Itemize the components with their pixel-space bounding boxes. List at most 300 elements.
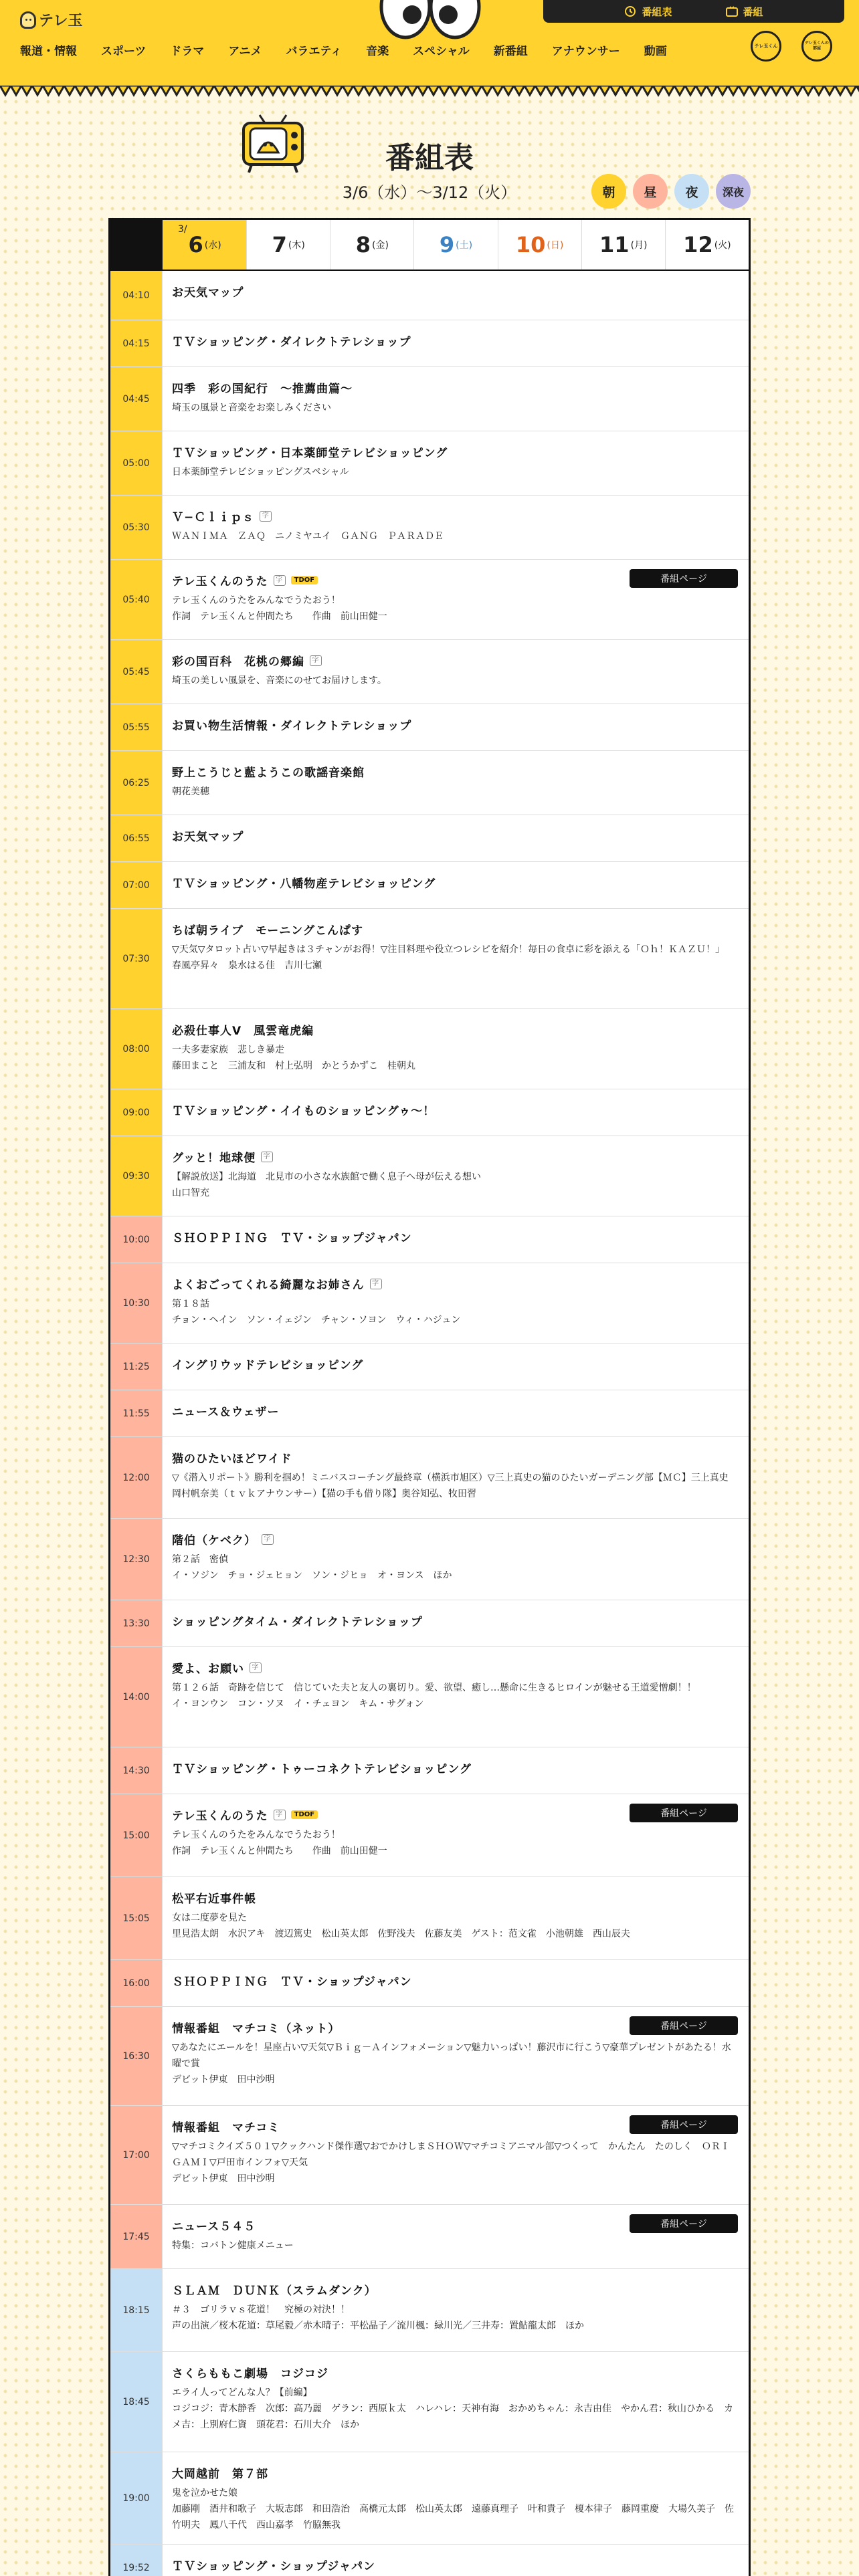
program-title[interactable] (172, 652, 738, 669)
program-info (163, 704, 749, 750)
program-description (172, 1470, 738, 1502)
program-info (163, 320, 749, 366)
program-row[interactable] (110, 1009, 749, 1089)
program-time: 04:15 (110, 320, 163, 366)
topbar-schedule-link[interactable] (624, 5, 672, 19)
program-description (172, 1680, 738, 1712)
program-time: 07:00 (110, 862, 163, 908)
program-time: 08:00 (110, 1009, 163, 1089)
timezone-noon-button[interactable] (633, 174, 668, 209)
program-time: 06:55 (110, 815, 163, 861)
nav-item-special[interactable]: スペシャル (413, 45, 470, 58)
program-row[interactable] (110, 1877, 749, 1960)
program-title-text: ＴＶショッピング・八幡物産テレビショッピング (172, 877, 436, 891)
program-row[interactable] (110, 1136, 749, 1216)
program-description (172, 593, 738, 625)
program-row[interactable] (110, 1600, 749, 1647)
program-title[interactable] (172, 1889, 738, 1906)
program-time: 09:00 (110, 1089, 163, 1136)
program-page-button[interactable]: 番組ページ (630, 569, 738, 588)
program-title-text: ＴＶショッピング・イイものショッピングゥ〜！ (172, 1105, 436, 1118)
program-row[interactable] (110, 2452, 749, 2545)
program-title-text: ショッピングタイム・ダイレクトテレショップ (172, 1616, 423, 1629)
program-row[interactable] (110, 1960, 749, 2007)
program-description-line: 第１８話 (172, 1299, 209, 1309)
program-title[interactable] (172, 2557, 738, 2573)
program-description (172, 2238, 738, 2254)
day-number: 7 (272, 232, 287, 257)
grid-corner (110, 220, 163, 270)
program-description (172, 1910, 738, 1942)
program-time: 18:45 (110, 2352, 163, 2452)
program-description-line: 春風亭昇々 泉水はる佳 吉川七瀬 (172, 960, 322, 971)
program-title-text: さくらももこ劇場 コジコジ (172, 2367, 328, 2381)
header-zigzag-edge (0, 86, 859, 98)
timezone-latenight-label: 深夜 (722, 185, 744, 199)
program-title-text: 情報番組 マチコミ（ネット） (172, 2022, 341, 2036)
program-row[interactable] (110, 2205, 749, 2269)
program-description-line: ▽《潜入リポート》勝利を掴め！ミニバスコーチング最終章（横浜市旭区）▽三上真史の猫のひたいガーデニング部【ＭＣ】三上真史 岡村帆奈美（ｔｖｋアナウンサー）【猫の手も借り隊】奥谷知弘、牧田習 (172, 1473, 738, 1499)
title-area (0, 107, 859, 207)
program-page-button[interactable]: 番組ページ (630, 2214, 738, 2233)
subtitle-badge: 字 (260, 511, 272, 522)
program-description (172, 464, 738, 480)
program-title-text: ＳＨＯＰＰＩＮＧ ＴＶ・ショップジャパン (172, 1232, 412, 1245)
subtitle-badge: 字 (370, 1279, 382, 1289)
day-tab[interactable] (581, 220, 665, 270)
mascot-room-link-label: テレ玉くんの部屋 (805, 41, 829, 51)
program-time: 19:00 (110, 2452, 163, 2544)
program-row[interactable] (110, 2269, 749, 2352)
timezone-latenight-button[interactable] (716, 174, 751, 209)
program-title-text: 階伯（ケベク） (172, 1534, 256, 1547)
program-title[interactable] (172, 1759, 738, 1776)
program-description-line: 加藤剛 酒井和歌子 大坂志郎 和田浩治 高橋元太郎 松山英太郎 遠藤真理子 叶和貴子 榎本律子 藤岡重慶 大場久美子 佐竹明夫 鳳八千代 西山嘉孝 竹脇無我 (172, 2504, 734, 2531)
program-description (172, 942, 738, 974)
program-row[interactable] (110, 1747, 749, 1794)
program-time: 05:00 (110, 431, 163, 495)
program-title-text: テレ玉くんのうた (172, 575, 268, 588)
program-row[interactable] (110, 815, 749, 862)
program-description-line: 【解説放送】北海道 北見市の小さな水族館で働く息子へ母が伝える想い (172, 1172, 481, 1182)
program-description-line: 埼玉の風景と音楽をお楽しみください (172, 403, 331, 413)
tv-icon (726, 6, 738, 17)
program-title[interactable] (172, 1531, 738, 1547)
nav-mascot-links (751, 31, 832, 62)
program-description (172, 528, 738, 544)
day-tab[interactable] (163, 220, 246, 270)
program-title-text: ＳＬＡＭ ＤＵＮＫ（スラムダンク） (172, 2284, 377, 2298)
tdof-badge: TDOF (291, 576, 318, 584)
program-description (172, 2139, 738, 2187)
nav-item-news[interactable]: 報道・情報 (20, 45, 77, 58)
program-description (172, 673, 738, 689)
program-row[interactable] (110, 909, 749, 1009)
program-time: 16:30 (110, 2007, 163, 2105)
program-title[interactable] (172, 1449, 738, 1466)
program-description-line: 作詞 テレ玉くんと仲間たち 作曲 前山田健一 (172, 1846, 387, 1856)
program-row[interactable] (110, 1390, 749, 1437)
program-description (172, 1551, 738, 1584)
program-title[interactable] (172, 1148, 738, 1165)
day-number: 6 (188, 232, 203, 257)
program-info (163, 496, 749, 559)
program-info (163, 1600, 749, 1646)
program-title[interactable] (172, 716, 738, 733)
program-info (163, 751, 749, 815)
date-range: 3/6（水）〜3/12（火） (342, 183, 517, 202)
program-description-line: 里見浩太朗 水沢アキ 渡辺篤史 松山英太郎 佐野浅夫 佐藤友美 ゲスト：范文雀 小池朝雄 西山辰夫 (172, 1929, 630, 1939)
day-number: 10 (515, 232, 546, 257)
program-description-line: ＷＡＮＩＭＡ ＺＡＱ ニノミヤユイ ＧＡＮＧ ＰＡＲＡＤＥ (172, 531, 444, 542)
program-description (172, 2485, 738, 2533)
program-time: 11:55 (110, 1390, 163, 1436)
program-time: 11:25 (110, 1344, 163, 1390)
program-title[interactable] (172, 2464, 738, 2481)
program-page-button[interactable]: 番組ページ (630, 2016, 738, 2035)
timezone-morning-button[interactable] (591, 174, 626, 209)
nav-item-drama[interactable]: ドラマ (170, 45, 205, 58)
program-description-line: 女は二度夢を見た (172, 1913, 247, 1923)
program-info (163, 1344, 749, 1390)
day-tabs (110, 220, 749, 271)
program-info (163, 1216, 749, 1263)
program-info (163, 2545, 749, 2576)
program-title-text: ニュース＆ウェザー (172, 1406, 280, 1419)
program-info (163, 1519, 749, 1600)
program-description-line: ▽天気▽タロット占い▽早起きは３チャンがお得！▽注目料理や役立つレシピを紹介！毎日の食卓に彩を添える「Ｏｈ！ＫＡＺＵ！」 (172, 944, 725, 955)
program-title[interactable] (172, 443, 738, 460)
program-row[interactable] (110, 431, 749, 496)
day-tab[interactable] (246, 220, 330, 270)
timezone-morning-label: 朝 (602, 185, 615, 200)
program-info (163, 2452, 749, 2544)
program-time: 17:45 (110, 2205, 163, 2268)
nav-item-new-programs[interactable]: 新番組 (493, 45, 528, 58)
program-title-text: Ｖ−Ｃｌｉｐｓ (172, 511, 255, 524)
program-info (163, 640, 749, 704)
program-title-text: お天気マップ (172, 286, 244, 300)
day-of-week: (火) (714, 240, 731, 251)
program-description (172, 400, 738, 416)
topbar-schedule-label: 番組表 (642, 5, 672, 18)
program-title-text: ニュース５４５ (172, 2220, 256, 2234)
program-description (172, 2385, 738, 2433)
program-title[interactable] (172, 1228, 738, 1245)
program-row[interactable] (110, 367, 749, 431)
program-row[interactable] (110, 320, 749, 367)
program-title-text: 四季 彩の国紀行 〜推薦曲篇〜 (172, 383, 353, 396)
program-description-line: 朝花美穂 (172, 786, 209, 797)
program-title[interactable] (172, 2364, 738, 2381)
program-row[interactable] (110, 496, 749, 560)
tdof-badge: TDOF (291, 1810, 318, 1819)
program-title[interactable] (172, 921, 738, 938)
program-info (163, 2007, 749, 2105)
program-time: 04:45 (110, 367, 163, 431)
program-time: 07:30 (110, 909, 163, 1008)
program-description-line: 鬼を泣かせた娘 (172, 2488, 237, 2498)
program-row[interactable] (110, 1519, 749, 1600)
program-info (163, 1390, 749, 1436)
program-info (163, 1263, 749, 1343)
day-tab[interactable] (330, 220, 413, 270)
page-title: 番組表 (385, 141, 474, 175)
program-info (163, 862, 749, 908)
program-title[interactable] (172, 874, 738, 891)
program-description-line: エライ人ってどんな人？【前編】 (172, 2387, 312, 2398)
program-title-text: 必殺仕事人Ⅴ 風雲竜虎編 (172, 1025, 314, 1038)
top-utility-bar (543, 0, 844, 23)
program-row[interactable] (110, 2545, 749, 2576)
program-info (163, 1647, 749, 1747)
day-of-week: (土) (456, 240, 473, 251)
day-of-week: (水) (204, 240, 221, 251)
day-number: 8 (355, 232, 371, 257)
program-title-text: テレ玉くんのうた (172, 1810, 268, 1823)
program-info (163, 909, 749, 1008)
program-description-line: イ・ヨンウン コン・ソヌ イ・チェヨン キム・サグォン (172, 1699, 424, 1709)
program-row[interactable] (110, 2352, 749, 2452)
program-time: 05:45 (110, 640, 163, 704)
program-title-text: お天気マップ (172, 831, 244, 844)
program-info (163, 1747, 749, 1794)
subtitle-badge: 字 (310, 655, 322, 666)
program-row[interactable] (110, 862, 749, 909)
program-description-line: 第１２６話 奇跡を信じて 信じていた夫と友人の裏切り。愛、欲望、癒し…懸命に生きるヒロインが魅せる王道愛憎劇！！ (172, 1683, 696, 1693)
program-row[interactable] (110, 1437, 749, 1519)
program-title-text: 彩の国百科 花桃の郷編 (172, 655, 304, 669)
program-title-text: お買い物生活情報・ダイレクトテレショップ (172, 720, 412, 733)
program-title[interactable] (172, 379, 738, 396)
program-description-line: 日本薬師堂テレビショッピングスペシャル (172, 467, 349, 477)
program-time: 10:30 (110, 1263, 163, 1343)
program-title-text: 野上こうじと藍ようこの歌謡音楽館 (172, 766, 365, 780)
program-description-line: 特集：コバトン健康メニュー (172, 2240, 294, 2251)
program-description (172, 2040, 738, 2088)
nav-item-music[interactable]: 音楽 (366, 45, 389, 58)
site-logo[interactable] (20, 9, 83, 30)
program-title[interactable] (172, 1612, 738, 1629)
nav-item-sports[interactable]: スポーツ (101, 45, 147, 58)
program-time: 12:00 (110, 1437, 163, 1518)
program-title-text: ＴＶショッピング・ショップジャパン (172, 2560, 375, 2573)
program-time: 15:05 (110, 1877, 163, 1959)
program-info (163, 2269, 749, 2351)
program-row[interactable] (110, 1089, 749, 1136)
program-row[interactable] (110, 1344, 749, 1390)
program-title-text: ＴＶショッピング・トゥーコネクトテレビショッピング (172, 1763, 472, 1776)
program-time: 06:25 (110, 751, 163, 815)
program-grid (108, 218, 751, 2576)
program-description (172, 1827, 738, 1859)
program-title-text: よくおごってくれる綺麗なお姉さん (172, 1279, 365, 1292)
logo-text: テレ玉 (39, 13, 83, 29)
program-title-text: ちば朝ライブ モーニングこんぱす (172, 924, 363, 938)
program-description-line: コジコジ：青木静香 次郎：高乃麗 ゲラン：西原ｋ太 ハレハレ：天神有海 おかめちゃん：永吉由佳 やかん君：秋山ひかる カメ吉：上別府仁資 頭花君：石川大介 ほか (172, 2403, 734, 2430)
day-of-week: (日) (547, 240, 564, 251)
program-info (163, 367, 749, 431)
program-row[interactable] (110, 2106, 749, 2205)
program-title[interactable] (172, 1972, 738, 1989)
program-description (172, 2302, 738, 2334)
nav-item-announcers[interactable]: アナウンサー (551, 45, 620, 58)
program-title[interactable] (172, 1402, 738, 1419)
mascot-eyes-icon (379, 0, 482, 40)
program-row[interactable] (110, 1216, 749, 1263)
program-row[interactable] (110, 560, 749, 640)
day-number: 12 (683, 232, 713, 257)
topbar-programs-label: 番組 (743, 5, 763, 18)
program-page-button[interactable]: 番組ページ (630, 2115, 738, 2134)
program-title-text: 情報番組 マチコミ (172, 2121, 280, 2135)
program-time: 14:30 (110, 1747, 163, 1794)
program-title-text: イングリウッドテレビショッピング (172, 1359, 364, 1372)
day-of-week: (金) (372, 240, 389, 251)
program-time: 12:30 (110, 1519, 163, 1600)
program-time: 17:00 (110, 2106, 163, 2204)
program-title-text: ＴＶショッピング・日本薬師堂テレビショッピング (172, 447, 448, 460)
program-row[interactable] (110, 1647, 749, 1747)
program-info (163, 431, 749, 495)
program-row[interactable] (110, 271, 749, 320)
program-title[interactable] (172, 1275, 738, 1292)
mascot-link-icon[interactable] (751, 31, 781, 62)
program-time: 14:00 (110, 1647, 163, 1747)
program-title-text: グッと！地球便 (172, 1152, 256, 1165)
program-description-line: デビット伊東 田中沙明 (172, 2074, 275, 2085)
program-description-line: テレ玉くんのうたをみんなでうたおう！ (172, 1830, 341, 1840)
program-description-line: デビット伊東 田中沙明 (172, 2173, 275, 2184)
program-title[interactable] (172, 332, 738, 349)
program-info (163, 1009, 749, 1089)
subtitle-badge: 字 (274, 575, 286, 586)
subtitle-badge: 字 (250, 1662, 262, 1673)
program-time: 18:15 (110, 2269, 163, 2351)
program-info (163, 271, 749, 320)
topbar-programs-link[interactable] (726, 5, 763, 19)
program-time: 05:40 (110, 560, 163, 639)
program-title[interactable] (172, 1659, 738, 1676)
program-time: 04:10 (110, 271, 163, 320)
timezone-noon-label: 昼 (644, 185, 657, 200)
day-tab[interactable] (413, 220, 497, 270)
day-number: 11 (599, 232, 630, 257)
day-month: 3/ (178, 224, 187, 235)
program-info (163, 1877, 749, 1959)
day-of-week: (月) (630, 240, 648, 251)
timezone-evening-label: 夜 (685, 185, 698, 200)
program-time: 10:00 (110, 1216, 163, 1263)
program-title-text: 大岡越前 第７部 (172, 2468, 268, 2481)
program-description (172, 784, 738, 800)
program-description-line: 作詞 テレ玉くんと仲間たち 作曲 前山田健一 (172, 611, 387, 622)
program-page-button[interactable]: 番組ページ (630, 1804, 738, 1822)
day-of-week: (木) (288, 240, 305, 251)
timezone-evening-button[interactable] (674, 174, 709, 209)
program-title[interactable] (172, 1356, 738, 1372)
program-title[interactable] (172, 1021, 738, 1038)
program-row[interactable] (110, 704, 749, 751)
mascot-link-label: テレ玉くん (754, 43, 778, 49)
site-header (0, 0, 859, 87)
program-description (172, 1296, 738, 1328)
program-title-text: ＳＨＯＰＰＩＮＧ ＴＶ・ショップジャパン (172, 1975, 412, 1989)
nav-item-variety[interactable]: バラエティ (286, 45, 343, 58)
program-description (172, 1042, 738, 1074)
program-description-line: 藤田まこと 三浦友和 村上弘明 かとうかずこ 桂朝丸 (172, 1061, 415, 1071)
program-info (163, 2205, 749, 2268)
program-title-text: 松平右近事件帳 (172, 1893, 256, 1906)
program-info (163, 2106, 749, 2204)
program-description-line: 山口智充 (172, 1188, 209, 1198)
program-row[interactable] (110, 2007, 749, 2106)
subtitle-badge: 字 (274, 1810, 286, 1820)
subtitle-badge: 字 (262, 1534, 274, 1545)
tetamakun-logo-icon (20, 11, 36, 29)
program-description-line: ▽あなたにエールを！星座占い▽天気▽Ｂｉｇ－Ａインフォメーション▽魅力いっぱい！藤沢市に行こう▽豪華プレゼントがあたる！水曜で賞 (172, 2042, 731, 2069)
program-row[interactable] (110, 1794, 749, 1877)
clock-icon (624, 5, 636, 17)
program-description-line: チョン・ヘイン ソン・イェジン チャン・ソヨン ウィ・ハジュン (172, 1315, 461, 1325)
day-tab[interactable] (665, 220, 749, 270)
program-info (163, 560, 749, 639)
program-info (163, 1960, 749, 2006)
program-description-line: 第２話 密偵 (172, 1554, 228, 1565)
day-number: 9 (439, 232, 455, 257)
program-title[interactable] (172, 1101, 738, 1118)
program-list (110, 271, 749, 2576)
nav-item-videos[interactable]: 動画 (644, 45, 667, 58)
program-row[interactable] (110, 1263, 749, 1344)
program-time: 19:52 (110, 2545, 163, 2576)
program-title-text: 愛よ、お願い (172, 1662, 244, 1676)
program-title[interactable] (172, 2281, 738, 2298)
program-time: 09:30 (110, 1136, 163, 1216)
program-description (172, 1169, 738, 1201)
program-time: 15:00 (110, 1794, 163, 1876)
program-title[interactable] (172, 508, 738, 524)
nav-item-anime[interactable]: アニメ (228, 45, 262, 58)
program-title[interactable] (172, 827, 738, 844)
main-nav (20, 41, 679, 58)
program-title-text: 猫のひたいほどワイド (172, 1453, 292, 1466)
program-title[interactable] (172, 763, 738, 780)
program-title[interactable] (172, 283, 738, 300)
program-time: 05:30 (110, 496, 163, 559)
program-description-line: 埼玉の美しい風景を、音楽にのせてお届けします。 (172, 675, 387, 686)
mascot-room-link-icon[interactable] (801, 31, 832, 62)
program-description-line: ＃３ ゴリラｖｓ花道！ 究極の対決！！ (172, 2304, 350, 2315)
program-time: 16:00 (110, 1960, 163, 2006)
program-row[interactable] (110, 751, 749, 815)
program-time: 05:55 (110, 704, 163, 750)
program-info (163, 1437, 749, 1518)
program-description-line: イ・ソジン チョ・ジェヒョン ソン・ジヒョ オ・ヨンス ほか (172, 1570, 452, 1581)
program-time: 13:30 (110, 1600, 163, 1646)
program-row[interactable] (110, 640, 749, 704)
program-info (163, 1136, 749, 1216)
subtitle-badge: 字 (261, 1152, 273, 1162)
day-tab[interactable] (498, 220, 581, 270)
program-info (163, 815, 749, 861)
program-description-line: ▽マチコミクイズ５０１▽クックハンド傑作選▽おでかけしまＳＨＯＷ▽マチコミアニマル部▽つくって かんたん たのしく ＯＲＩＧＡＭＩ▽戸田市インフォ▽天気 (172, 2141, 730, 2168)
program-info (163, 1089, 749, 1136)
program-description-line: 声の出演／桜木花道：草尾毅／赤木晴子：平松晶子／流川楓：緑川光／三井寿：置鮎龍太郎 ほか (172, 2321, 584, 2331)
program-info (163, 1794, 749, 1876)
program-description-line: テレ玉くんのうたをみんなでうたおう！ (172, 595, 341, 606)
program-description-line: 一夫多妻家族 悲しき暴走 (172, 1045, 284, 1055)
